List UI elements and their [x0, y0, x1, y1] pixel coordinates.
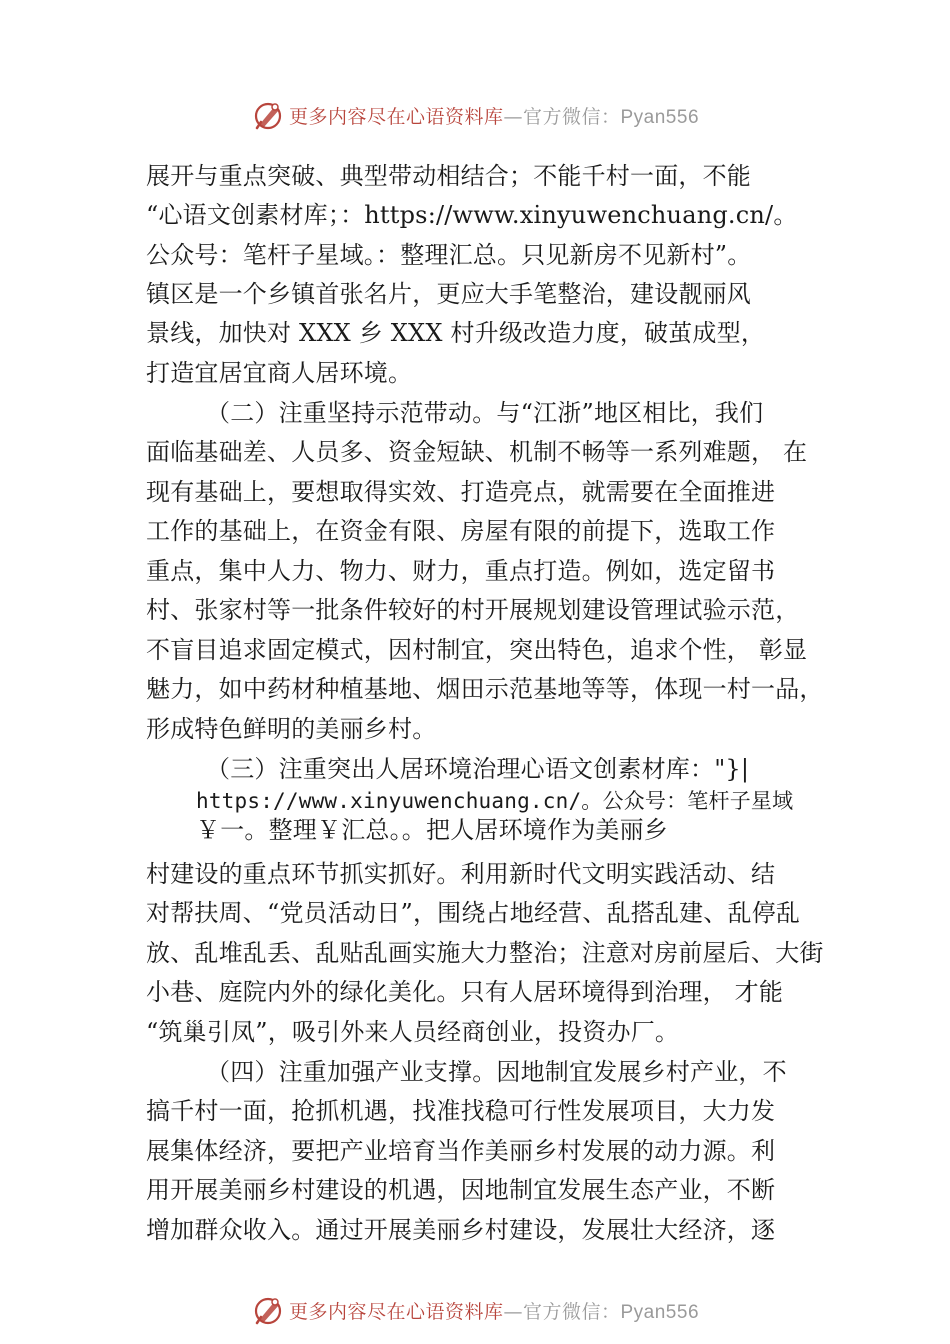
watermark-text: 更多内容尽在心语资料库—官方微信：Pyan556: [288, 105, 700, 128]
text-line: 面临基础差、人员多、资金短缺、机制不畅等一系列难题， 在: [146, 438, 808, 466]
text-line-url: “心语文创素材库；：https://www.xinyuwenchuang.cn/。: [146, 201, 798, 229]
text-line: 放、乱堆乱丢、乱贴乱画实施大力整治；注意对房前屋后、大街: [146, 939, 824, 967]
text-line: 小巷、庭院内外的绿化美化。只有人居环境得到治理， 才能: [146, 978, 784, 1006]
pen-nib-logo-icon: [251, 98, 285, 132]
text-line: 重点，集中人力、物力、财力，重点打造。例如，选定留书: [146, 557, 776, 585]
watermark-banner-top: [0, 95, 950, 135]
watermark-banner-bottom: [0, 1290, 950, 1330]
text-line: 展开与重点突破、典型带动相结合；不能千村一面，不能: [146, 162, 751, 190]
text-line: 展集体经济，要把产业培育当作美丽乡村发展的动力源。利: [146, 1137, 776, 1165]
text-line: “筑巢引凤”，吸引外来人员经商创业，投资办厂。: [146, 1018, 680, 1046]
text-line: ￥一。整理￥汇总。。把人居环境作为美丽乡: [196, 816, 668, 844]
pen-nib-logo-icon: [251, 1293, 285, 1327]
section-heading-2: （二）注重坚持示范带动。与“江浙”地区相比，我们: [206, 399, 764, 427]
section-heading-4: （四）注重加强产业支撑。因地制宜发展乡村产业，不: [206, 1058, 787, 1086]
text-line: 公众号：笔杆子星域。：整理汇总。只见新房不见新村”。: [146, 241, 752, 269]
section-heading-3: （三）注重突出人居环境治理心语文创素材库："}|: [206, 755, 750, 783]
text-line: 现有基础上，要想取得实效、打造亮点，就需要在全面推进: [146, 478, 776, 506]
text-line: 村建设的重点环节抓实抓好。利用新时代文明实践活动、结: [146, 860, 776, 888]
text-line: 魅力，如中药材种植基地、烟田示范基地等等，体现一村一品，: [146, 675, 824, 703]
text-line: 村、张家村等一批条件较好的村开展规划建设管理试验示范，: [146, 596, 800, 624]
text-line: [146, 200, 798, 230]
text-line: 工作的基础上，在资金有限、房屋有限的前提下，选取工作: [146, 517, 776, 545]
text-line: 搞千村一面，抢抓机遇，找准找稳可行性发展项目，大力发: [146, 1097, 776, 1125]
text-line: 打造宜居宜商人居环境。: [146, 359, 413, 387]
text-line: 形成特色鲜明的美丽乡村。: [146, 715, 437, 743]
text-line: 镇区是一个乡镇首张名片，更应大手笔整治，建设靓丽风: [146, 280, 751, 308]
text-line: 增加群众收入。通过开展美丽乡村建设，发展壮大经济，逐: [146, 1216, 776, 1244]
text-line: 不盲目追求固定模式，因村制宜，突出特色，追求个性， 彰显: [146, 636, 808, 664]
watermark-text: 更多内容尽在心语资料库—官方微信：Pyan556: [288, 1300, 700, 1323]
text-line: 用开展美丽乡村建设的机遇，因地制宜发展生态产业，不断: [146, 1176, 776, 1204]
text-line: 景线，加快对 XXX 乡 XXX 村升级改造力度，破茧成型，: [146, 319, 766, 347]
text-line: 对帮扶周、“党员活动日”，围绕占地经营、乱搭乱建、乱停乱: [146, 899, 801, 927]
text-line-url: https://www.xinyuwenchuang.cn/。公众号：笔杆子星域: [196, 789, 794, 813]
